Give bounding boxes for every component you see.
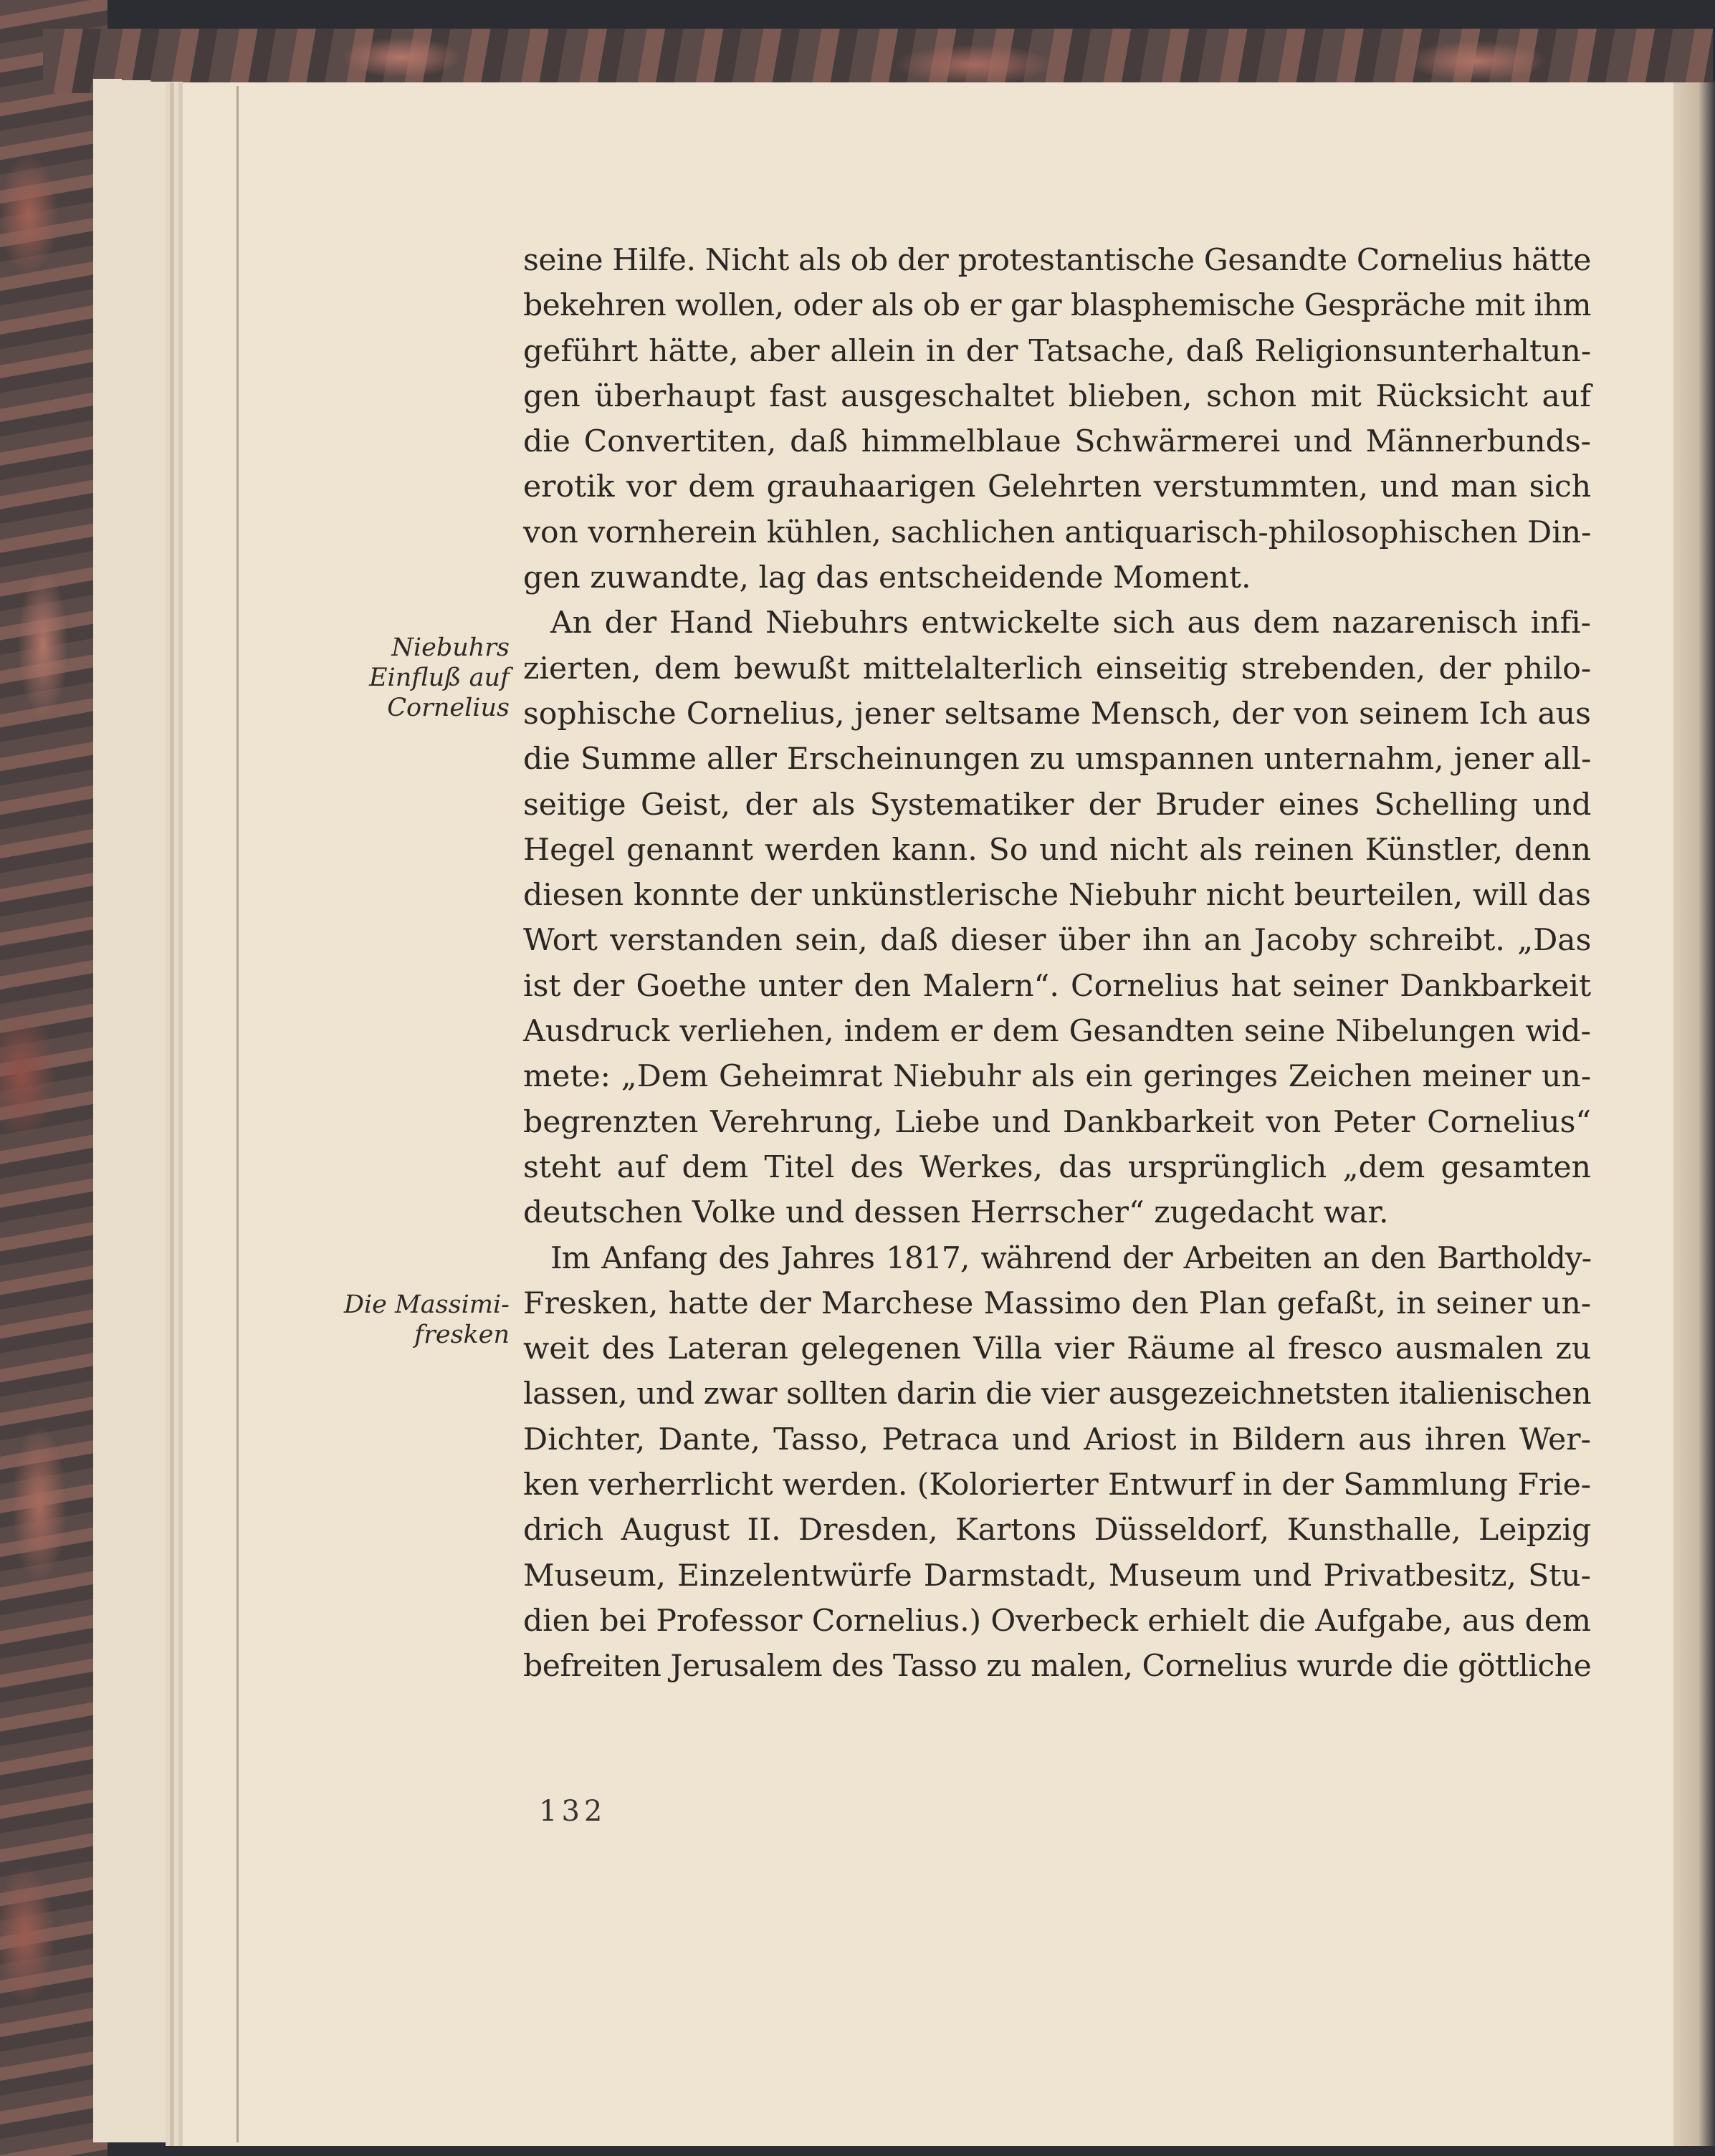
book-cover-left-edge (0, 0, 108, 2156)
text-line: Fresken, hatte der Marchese Massimo den Plan gefaßt, in seiner un- (523, 1285, 1592, 1321)
side-note-line: Niebuhrs (391, 633, 510, 662)
text-line: lassen, und zwar sollten darin die vier ausgezeichnetsten italienischen (523, 1376, 1592, 1412)
text-line: gen zuwandte, lag das entscheidende Moment. (523, 560, 1251, 596)
text-line: Hegel genannt werden kann. So und nicht als reinen Künstler, denn (523, 832, 1592, 868)
text-line: begrenzten Verehrung, Liebe und Dankbarkeit von Peter Cornelius“ (523, 1104, 1592, 1140)
side-note-niebuhr (323, 633, 510, 723)
text-line: drich August II. Dresden, Kartons Düsseldorf, Kunsthalle, Leipzig (523, 1513, 1592, 1548)
text-line: Im Anfang des Jahres 1817, während der Arbeiten an den Bartholdy- (550, 1240, 1591, 1276)
text-line: sophische Cornelius, jener seltsame Mensch, der von seinem Ich aus (523, 696, 1591, 732)
text-line: befreiten Jerusalem des Tasso zu malen, Cornelius wurde die göttliche (523, 1649, 1592, 1685)
text-line: die Summe aller Erscheinungen zu umspannen unternahm, jener all- (523, 742, 1592, 777)
side-note-line: fresken (414, 1321, 510, 1349)
gutter-line (237, 86, 239, 2142)
text-line: dien bei Professor Cornelius.) Overbeck erhielt die Aufgabe, aus dem (523, 1603, 1591, 1639)
side-note-line: Einfluß auf (368, 663, 510, 692)
side-note-line: Cornelius (387, 694, 510, 722)
text-line: diesen konnte der unkünstlerische Niebuhr nicht beurteilen, will das (523, 878, 1591, 914)
text-line: von vornherein kühlen, sachlichen antiquarisch-philosophischen Din- (523, 514, 1592, 550)
text-line: An der Hand Niebuhrs entwickelte sich aus dem nazarenisch infi- (550, 605, 1591, 641)
text-line: ist der Goethe unter den Malern“. Cornelius hat seiner Dankbarkeit (523, 968, 1592, 1004)
text-line: erotik vor dem grauhaarigen Gelehrten verstummten, und man sich (523, 469, 1592, 505)
text-line: deutschen Volke und dessen Herrscher“ zugedacht war. (523, 1195, 1389, 1231)
text-line: Wort verstanden sein, daß dieser über ihn an Jacoby schreibt. „Das (523, 923, 1592, 959)
body-text (523, 238, 1591, 1690)
text-line: Ausdruck verliehen, indem er dem Gesandten seine Nibelungen wid- (523, 1014, 1591, 1050)
text-line: mete: „Dem Geheimrat Niebuhr als ein geringes Zeichen meiner un- (523, 1059, 1592, 1095)
text-line: seitige Geist, der als Systematiker der Bruder eines Schelling und (523, 787, 1592, 823)
page-number: 132 (539, 1795, 607, 1828)
page-edges (93, 79, 123, 2142)
text-line: ken verherrlicht werden. (Kolorierter Entwurf in der Sammlung Frie- (523, 1467, 1591, 1503)
text-line: seine Hilfe. Nicht als ob der protestantische Gesandte Cornelius hätte (523, 243, 1591, 278)
page-edges (151, 82, 184, 2142)
side-note-line: Die Massimi- (343, 1290, 510, 1319)
text-line: steht auf dem Titel des Werkes, das ursprünglich „dem gesamten (523, 1149, 1591, 1185)
right-page-edge (1673, 82, 1715, 2146)
text-line: geführt hätte, aber allein in der Tatsache, daß Religionsunterhaltun- (523, 333, 1592, 369)
text-line: die Convertiten, daß himmelblaue Schwärmerei und Männerbunds- (523, 424, 1591, 460)
text-line: gen überhaupt fast ausgeschaltet blieben, schon mit Rücksicht auf (523, 378, 1591, 414)
text-line: weit des Lateran gelegenen Villa vier Räume al fresco ausmalen zu (523, 1331, 1592, 1367)
side-note-massimi (323, 1290, 510, 1350)
text-line: Dichter, Dante, Tasso, Petraca und Ariost in Bildern aus ihren Wer- (523, 1422, 1591, 1457)
text-line: Museum, Einzelentwürfe Darmstadt, Museum und Privatbesitz, Stu- (523, 1558, 1591, 1594)
text-line: zierten, dem bewußt mittelalterlich einseitig strebenden, der philo- (523, 651, 1592, 686)
page-edges (122, 80, 152, 2142)
text-line: bekehren wollen, oder als ob er gar blasphemische Gespräche mit ihm (523, 288, 1591, 324)
